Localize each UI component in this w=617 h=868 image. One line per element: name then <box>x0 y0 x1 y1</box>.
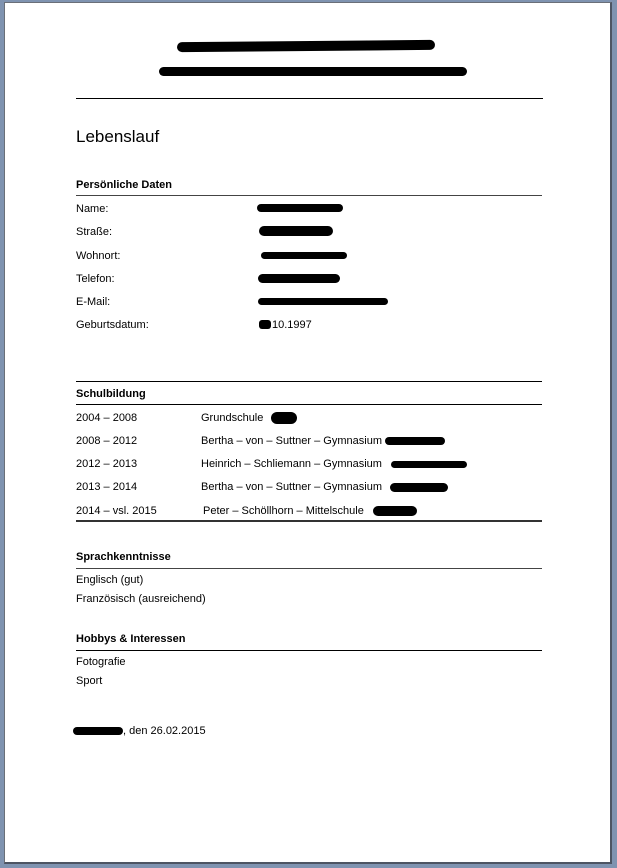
city-value-redacted <box>261 252 347 259</box>
signature-place-redacted <box>73 727 123 735</box>
education-period: 2014 – vsl. 2015 <box>76 505 157 517</box>
street-value-redacted <box>259 226 333 236</box>
section-rule-bottom <box>76 520 542 522</box>
field-label: Wohnort: <box>76 250 121 262</box>
education-period: 2008 – 2012 <box>76 435 138 447</box>
field-label: Straße: <box>76 226 113 238</box>
field-label: Name: <box>76 203 109 215</box>
section-rule <box>76 404 542 405</box>
section-heading-personal: Persönliche Daten <box>76 179 172 191</box>
hobby-item: Fotografie <box>76 656 126 668</box>
education-row <box>76 505 157 517</box>
field-label: Telefon: <box>76 273 115 285</box>
header-divider <box>76 98 543 99</box>
section-rule <box>76 195 542 196</box>
education-period: 2013 – 2014 <box>76 481 138 493</box>
education-row <box>76 481 137 493</box>
birthdate-value: 10.1997 <box>272 319 312 331</box>
email-value-redacted <box>258 298 388 305</box>
education-period: 2004 – 2008 <box>76 412 138 424</box>
language-item: Englisch (gut) <box>76 574 144 586</box>
education-school: Grundschule <box>201 412 264 424</box>
name-value-redacted <box>257 204 343 212</box>
page-title: Lebenslauf <box>76 127 160 146</box>
education-school: Bertha – von – Suttner – Gymnasium <box>201 435 382 447</box>
personal-row <box>76 296 110 308</box>
header-address-redacted <box>177 40 435 52</box>
school-location-redacted <box>271 412 297 424</box>
school-location-redacted <box>391 461 467 468</box>
section-heading-languages: Sprachkenntnisse <box>76 551 171 563</box>
education-school: Heinrich – Schliemann – Gymnasium <box>201 458 382 470</box>
header-contact-redacted <box>159 67 467 76</box>
section-heading-education: Schulbildung <box>76 388 146 400</box>
field-label: E-Mail: <box>76 296 111 308</box>
signature-date: , den 26.02.2015 <box>123 725 206 737</box>
personal-row <box>76 273 115 285</box>
birthday-day-redacted <box>259 320 271 329</box>
language-item: Französisch (ausreichend) <box>76 593 206 605</box>
personal-row <box>76 250 120 262</box>
education-row <box>76 435 137 447</box>
education-row <box>76 412 137 424</box>
section-rule <box>76 650 542 651</box>
field-label: Geburtsdatum: <box>76 319 149 331</box>
section-rule-top <box>76 381 542 382</box>
section-rule <box>76 568 542 569</box>
school-location-redacted <box>373 506 417 516</box>
personal-row <box>76 226 112 238</box>
school-location-redacted <box>390 483 448 492</box>
education-school: Peter – Schöllhorn – Mittelschule <box>203 505 364 517</box>
personal-row <box>76 319 149 331</box>
education-period: 2012 – 2013 <box>76 458 138 470</box>
document-page <box>4 2 612 864</box>
hobby-item: Sport <box>76 675 103 687</box>
personal-row <box>76 203 108 215</box>
section-heading-hobbies: Hobbys & Interessen <box>76 633 186 645</box>
education-row <box>76 458 137 470</box>
school-location-redacted <box>385 437 445 445</box>
phone-value-redacted <box>258 274 340 283</box>
education-school: Bertha – von – Suttner – Gymnasium <box>201 481 382 493</box>
